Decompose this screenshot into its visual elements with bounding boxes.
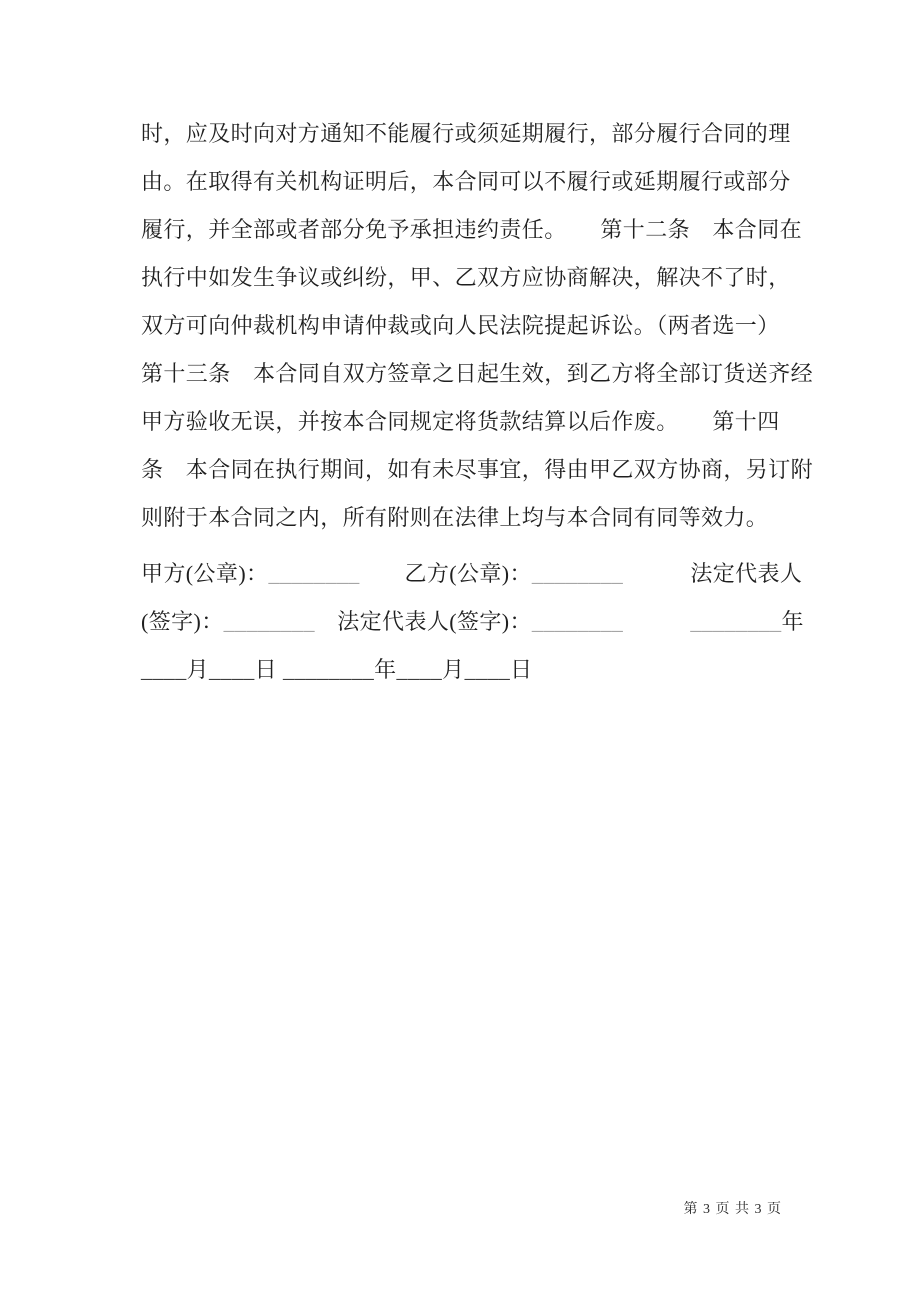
page-number-footer: 第 3 页 共 3 页 <box>683 1202 782 1217</box>
body-text-line: 条 本合同在执行期间，如有未尽事宜，得由甲乙双方协商，另订附 <box>141 457 814 482</box>
body-text-line: 则附于本合同之内，所有附则在法律上均与本合同有同等效力。 <box>141 505 769 530</box>
body-text-line: 由。在取得有关机构证明后，本合同可以不履行或延期履行或部分 <box>141 169 791 194</box>
signature-line: (签字)：________ 法定代表人(签字)：________ ________年 <box>141 609 804 634</box>
signature-section <box>141 550 806 694</box>
body-text-line: 时，应及时向对方通知不能履行或须延期履行，部分履行合同的理 <box>141 121 791 146</box>
body-text-line: 执行中如发生争议或纠纷，甲、乙双方应协商解决，解决不了时， <box>141 265 791 290</box>
contract-text-block <box>141 110 814 694</box>
body-text-line: 双方可向仲裁机构申请仲裁或向人民法院提起诉讼。（两者选一） <box>141 313 780 338</box>
signature-line: 甲方(公章)：________ 乙方(公章)：________ 法定代表人 <box>141 561 803 586</box>
signature-line: ____月____日 ________年____月____日 <box>141 657 533 682</box>
body-text-line: 履行，并全部或者部分免予承担违约责任。 第十二条 本合同在 <box>141 217 803 242</box>
body-text-line: 第十三条 本合同自双方签章之日起生效，到乙方将全部订货送齐经 <box>141 361 814 386</box>
body-text-line: 甲方验收无误，并按本合同规定将货款结算以后作废。 第十四 <box>141 409 780 434</box>
